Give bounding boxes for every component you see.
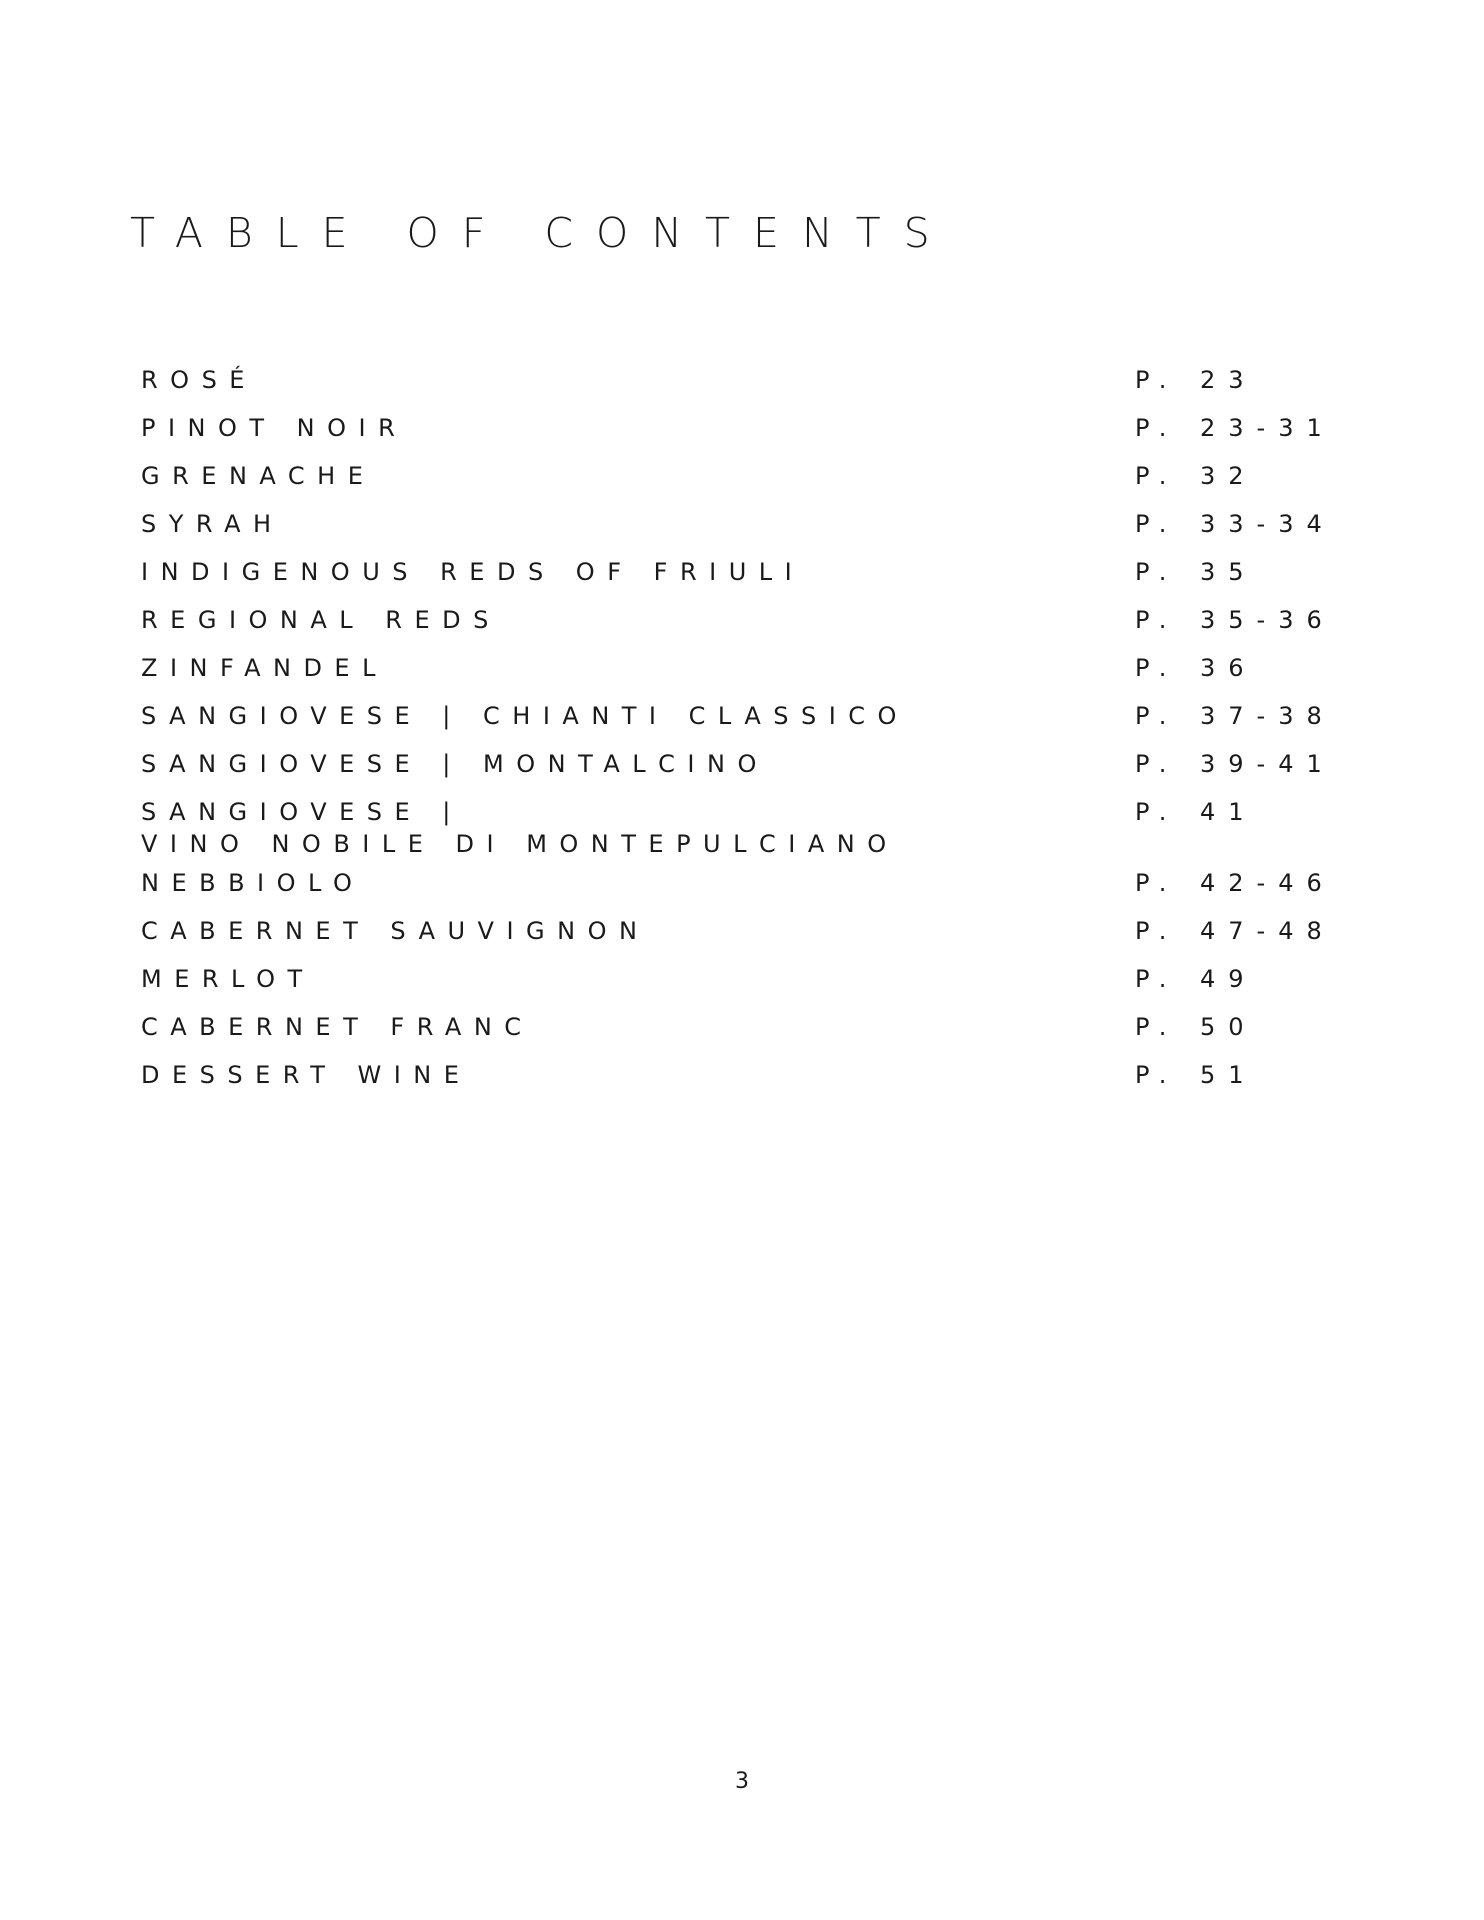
toc-entry-name-line-1: SANGIOVESE | <box>141 798 463 826</box>
toc-entry-name: NEBBIOLO <box>141 869 365 897</box>
toc-entry-name: ZINFANDEL <box>141 654 388 682</box>
toc-entry-name-line-2: VINO NOBILE DI MONTEPULCIANO <box>141 830 899 858</box>
toc-entry-pages: P. 35-36 <box>1135 606 1335 634</box>
toc-entry-name: SANGIOVESE | MONTALCINO <box>141 750 769 778</box>
toc-row <box>141 963 1361 1011</box>
toc-entry-name: INDIGENOUS REDS OF FRIULI <box>141 558 805 586</box>
toc-entry-name: REGIONAL REDS <box>141 606 501 634</box>
toc-row <box>141 604 1361 652</box>
toc-entry-pages: P. 37-38 <box>1135 702 1335 730</box>
toc-entry-name: SANGIOVESE | CHIANTI CLASSICO <box>141 702 909 730</box>
toc-row <box>141 796 1361 867</box>
toc-entry-name: DESSERT WINE <box>141 1061 472 1089</box>
toc-entry-pages: P. 33-34 <box>1135 510 1335 538</box>
toc-row <box>141 867 1361 915</box>
toc-row <box>141 556 1361 604</box>
toc-entry-name <box>141 796 899 860</box>
page-number: 3 <box>735 1769 749 1794</box>
toc-entry-pages: P. 51 <box>1135 1061 1257 1089</box>
toc-entry-pages: P. 35 <box>1135 558 1257 586</box>
page-title: TABLE OF CONTENTS <box>130 209 953 257</box>
toc-row <box>141 652 1361 700</box>
toc-list <box>141 364 1361 1107</box>
toc-row <box>141 364 1361 412</box>
toc-entry-pages: P. 42-46 <box>1135 869 1335 897</box>
toc-row <box>141 915 1361 963</box>
toc-row <box>141 412 1361 460</box>
toc-entry-pages: P. 50 <box>1135 1013 1257 1041</box>
toc-entry-name: CABERNET SAUVIGNON <box>141 917 650 945</box>
toc-row <box>141 508 1361 556</box>
toc-entry-name: PINOT NOIR <box>141 414 408 442</box>
toc-entry-pages: P. 23-31 <box>1135 414 1335 442</box>
toc-entry-name: CABERNET FRANC <box>141 1013 534 1041</box>
toc-row <box>141 1059 1361 1107</box>
toc-row <box>141 700 1361 748</box>
toc-entry-name: MERLOT <box>141 965 315 993</box>
toc-entry-name: ROSÉ <box>141 366 257 394</box>
toc-entry-pages: P. 36 <box>1135 654 1257 682</box>
toc-entry-pages: P. 47-48 <box>1135 917 1335 945</box>
toc-entry-pages: P. 41 <box>1135 798 1257 826</box>
toc-entry-pages: P. 49 <box>1135 965 1257 993</box>
toc-entry-pages: P. 32 <box>1135 462 1257 490</box>
toc-row <box>141 1011 1361 1059</box>
toc-entry-pages: P. 39-41 <box>1135 750 1335 778</box>
toc-entry-name: GRENACHE <box>141 462 376 490</box>
toc-row <box>141 460 1361 508</box>
toc-entry-pages: P. 23 <box>1135 366 1257 394</box>
toc-entry-name: SYRAH <box>141 510 284 538</box>
toc-row <box>141 748 1361 796</box>
